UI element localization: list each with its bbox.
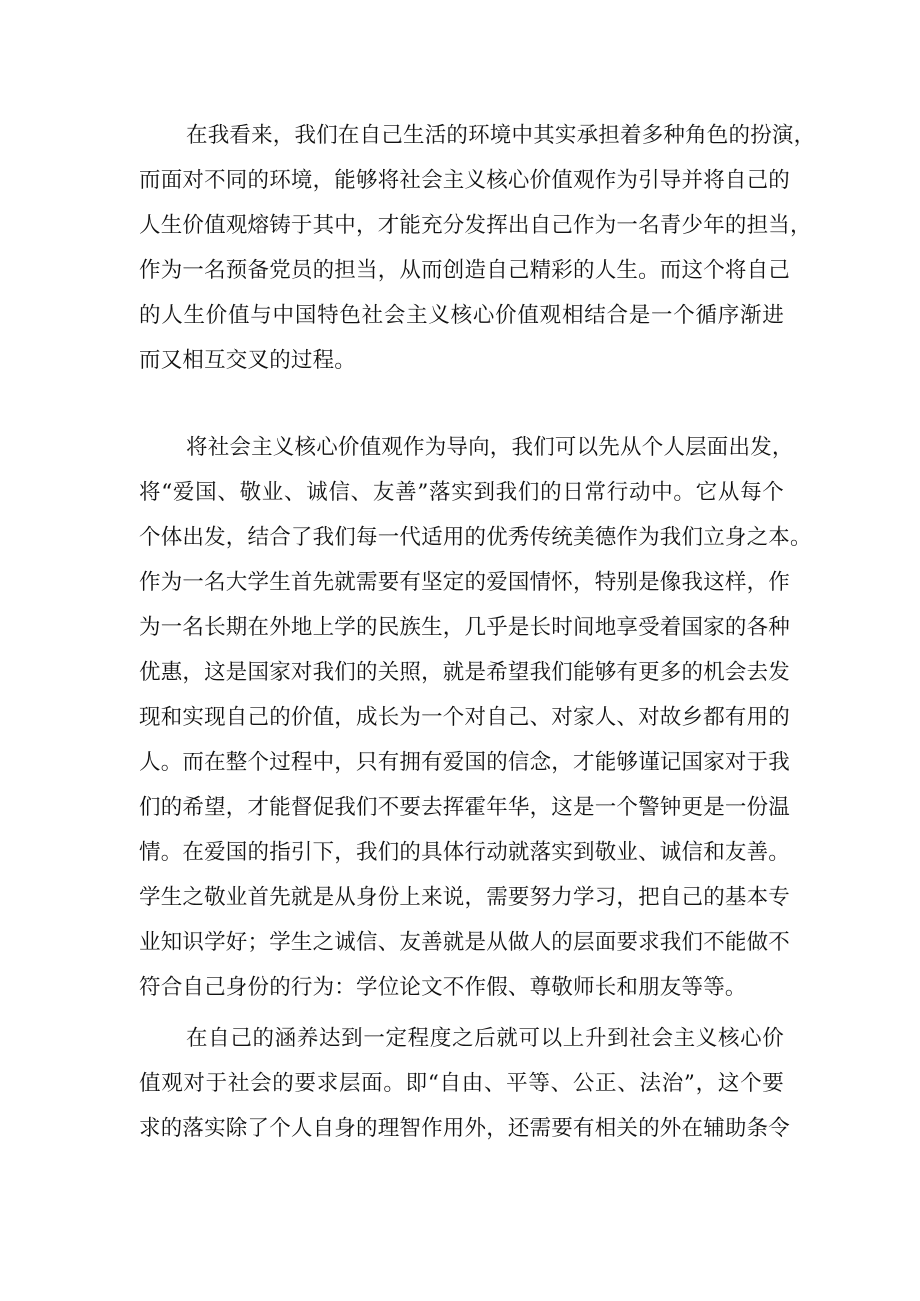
text-line: 人生价值观熔铸于其中，才能充分发挥出自己作为一名青少年的担当，	[139, 213, 812, 238]
text-line: 作为一名预备党员的担当，从而创造自己精彩的人生。而这个将自己	[139, 258, 791, 283]
text-line: 在我看来，我们在自己生活的环境中其实承担着多种角色的扮演，	[186, 123, 816, 148]
paragraph-3	[139, 1016, 791, 1151]
text-line: 符合自己身份的行为：学位论文不作假、尊敬师长和朋友等等。	[139, 975, 747, 1000]
text-line: 业知识学好；学生之诚信、友善就是从做人的层面要求我们不能做不	[139, 930, 791, 955]
text-line: 作为一名大学生首先就需要有坚定的爱国情怀，特别是像我这样，作	[139, 570, 791, 595]
text-line: 的人生价值与中国特色社会主义核心价值观相结合是一个循序渐进	[139, 303, 784, 328]
text-line: 而又相互交叉的过程。	[139, 348, 357, 373]
text-line: 值观对于社会的要求层面。即“自由、平等、公正、法治”，这个要	[139, 1071, 784, 1096]
text-line: 们的希望，才能督促我们不要去挥霍年华，这是一个警钟更是一份温	[139, 795, 791, 820]
text-line: 将社会主义核心价值观作为导向，我们可以先从个人层面出发，	[186, 435, 794, 460]
text-line: 在自己的涵养达到一定程度之后就可以上升到社会主义核心价	[186, 1026, 784, 1051]
text-line: 求的落实除了个人自身的理智作用外，还需要有相关的外在辅助条令	[139, 1116, 791, 1141]
text-line: 学生之敬业首先就是从身份上来说，需要努力学习，把自己的基本专	[139, 885, 791, 910]
text-line: 将“爱国、敬业、诚信、友善”落实到我们的日常行动中。它从每个	[139, 480, 784, 505]
text-line: 优惠，这是国家对我们的关照，就是希望我们能够有更多的机会去发	[139, 660, 791, 685]
text-line: 个体出发，结合了我们每一代适用的优秀传统美德作为我们立身之本。	[139, 525, 812, 550]
text-line: 情。在爱国的指引下，我们的具体行动就落实到敬业、诚信和友善。	[139, 840, 791, 865]
text-line: 而面对不同的环境，能够将社会主义核心价值观作为引导并将自己的	[139, 168, 791, 193]
paragraph-1	[139, 113, 816, 383]
text-line: 现和实现自己的价值，成长为一个对自己、对家人、对故乡都有用的	[139, 705, 791, 730]
paragraph-2	[139, 425, 812, 1010]
text-line: 为一名长期在外地上学的民族生，几乎是长时间地享受着国家的各种	[139, 615, 791, 640]
text-line: 人。而在整个过程中，只有拥有爱国的信念，才能够谨记国家对于我	[139, 750, 791, 775]
